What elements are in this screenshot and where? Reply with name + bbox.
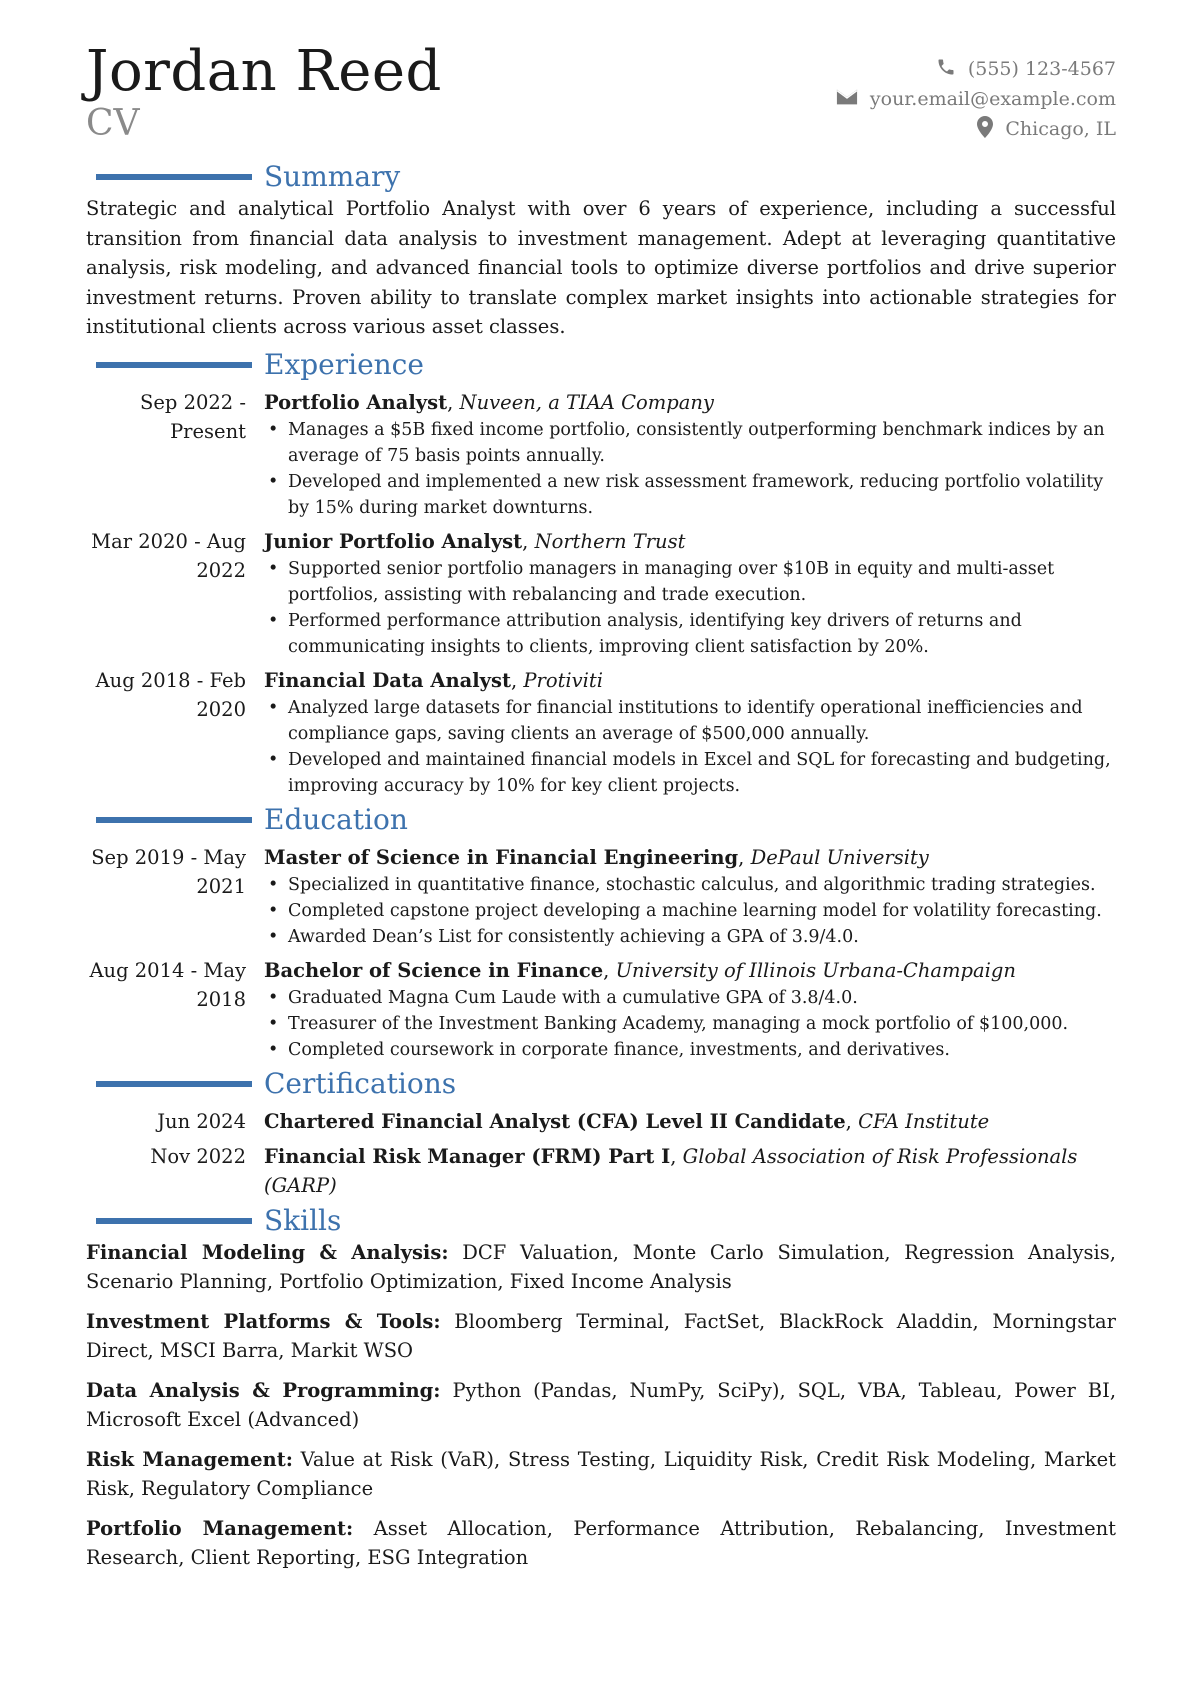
bullet-list bbox=[264, 985, 1116, 1063]
resume-header bbox=[86, 40, 1116, 160]
entry-date: Jun 2024 bbox=[157, 1109, 246, 1133]
entry-organization: CFA Institute bbox=[858, 1109, 990, 1133]
bullet-item: • Supported senior portfolio managers in managing over $10B in equity and multi-asset portfolios, assisting with rebalancing and trade execution. bbox=[264, 556, 1116, 608]
entry-heading: Financial Data Analyst, Protiviti bbox=[264, 668, 603, 692]
bullet-item: • Specialized in quantitative finance, stochastic calculus, and algorithmic trading strategies. bbox=[264, 872, 1116, 898]
section-heading bbox=[86, 1067, 1116, 1101]
section-title: Certifications bbox=[264, 1066, 457, 1100]
skill-category: Data Analysis & Programming: bbox=[86, 1378, 441, 1402]
section-accent-bar bbox=[96, 1218, 252, 1224]
skill-row bbox=[86, 1445, 1116, 1504]
contact-phone bbox=[836, 54, 1116, 84]
email-link[interactable]: your.email@example.com bbox=[869, 88, 1116, 110]
entry-body bbox=[264, 527, 1116, 660]
summary-text: Strategic and analytical Portfolio Analyst with over 6 years of experience, including a successful transition from financial data analysis to investment management. Adept at leveraging quantitative analysis, risk modeling, and advanced financial tools to optimize diverse portfolios and drive superior investment returns. Proven ability to translate complex market insights into actionable strategies for institutional clients across various asset classes. bbox=[86, 197, 1116, 338]
entry-title: Bachelor of Science in Finance bbox=[264, 958, 604, 982]
bullet-list bbox=[264, 417, 1116, 521]
section-title: Experience bbox=[264, 347, 424, 381]
bullet-list bbox=[264, 695, 1116, 799]
entry-title: Portfolio Analyst bbox=[264, 390, 448, 414]
bullet-item: • Completed coursework in corporate finance, investments, and derivatives. bbox=[264, 1037, 1116, 1063]
entry-heading: Portfolio Analyst, Nuveen, a TIAA Company bbox=[264, 390, 714, 414]
education-list bbox=[86, 843, 1116, 1063]
section-title: Summary bbox=[264, 160, 401, 193]
bullet-item: • Developed and maintained financial models in Excel and SQL for forecasting and budgeting, improving accuracy by 10% for key client projects. bbox=[264, 747, 1116, 799]
person-name: Jordan Reed bbox=[86, 39, 442, 104]
envelope-icon bbox=[836, 88, 858, 111]
skill-values: Python (Pandas, NumPy, SciPy), SQL, VBA, Tableau, Power BI, Microsoft Excel (Advanced) bbox=[86, 1378, 1117, 1431]
document-subtitle: CV bbox=[86, 103, 140, 144]
entry-date: Sep 2022 - Present bbox=[140, 390, 246, 443]
skill-category: Portfolio Management: bbox=[86, 1516, 354, 1540]
contact-email bbox=[836, 84, 1116, 114]
entry-organization: Protiviti bbox=[523, 668, 603, 692]
skill-row bbox=[86, 1376, 1116, 1435]
entry-heading: Master of Science in Financial Engineering, DePaul University bbox=[264, 845, 929, 869]
contact-location bbox=[836, 114, 1116, 144]
entry-body bbox=[264, 1142, 1116, 1200]
bullet-item: • Performed performance attribution analysis, identifying key drivers of returns and communicating insights to clients, improving client satisfaction by 20%. bbox=[264, 608, 1116, 660]
entry-row bbox=[86, 1142, 1116, 1200]
skill-values: Asset Allocation, Performance Attribution, Rebalancing, Investment Research, Client Reporting, ESG Integration bbox=[86, 1516, 1116, 1569]
entry-heading: Chartered Financial Analyst (CFA) Level II Candidate, CFA Institute bbox=[264, 1109, 990, 1133]
section-heading bbox=[86, 803, 1116, 837]
entry-organization: Northern Trust bbox=[534, 529, 686, 553]
skill-category: Risk Management: bbox=[86, 1447, 293, 1471]
entry-date: Nov 2022 bbox=[150, 1144, 246, 1168]
experience-list bbox=[86, 388, 1116, 799]
entry-row bbox=[86, 666, 1116, 799]
bullet-item: • Developed and implemented a new risk assessment framework, reducing portfolio volatility by 15% during market downturns. bbox=[264, 469, 1116, 521]
entry-organization: Global Association of Risk Professionals (GARP) bbox=[264, 1144, 1078, 1197]
skill-row bbox=[86, 1307, 1116, 1366]
section-accent-bar bbox=[96, 174, 252, 180]
section-heading bbox=[86, 348, 1116, 382]
entry-body bbox=[264, 1107, 1116, 1136]
entry-title: Master of Science in Financial Engineering bbox=[264, 845, 739, 869]
entry-title: Chartered Financial Analyst (CFA) Level II Candidate bbox=[264, 1109, 846, 1133]
entry-body bbox=[264, 666, 1116, 799]
bullet-item: • Treasurer of the Investment Banking Academy, managing a mock portfolio of $100,000. bbox=[264, 1011, 1116, 1037]
entry-row bbox=[86, 843, 1116, 950]
skill-values: Value at Risk (VaR), Stress Testing, Liquidity Risk, Credit Risk Modeling, Market Risk, Regulatory Compliance bbox=[86, 1447, 1116, 1500]
bullet-item: • Awarded Dean’s List for consistently achieving a GPA of 3.9/4.0. bbox=[264, 924, 1116, 950]
skills-section bbox=[86, 1204, 1116, 1573]
skill-row bbox=[86, 1238, 1116, 1297]
entry-date: Aug 2018 - Feb 2020 bbox=[95, 668, 246, 721]
map-pin-icon bbox=[977, 116, 993, 143]
certifications-list bbox=[86, 1107, 1116, 1200]
summary-section bbox=[86, 160, 1116, 342]
entry-organization: University of Illinois Urbana-Champaign bbox=[615, 958, 1016, 982]
skill-row bbox=[86, 1514, 1116, 1573]
entry-body bbox=[264, 843, 1116, 950]
phone-text: (555) 123-4567 bbox=[967, 58, 1116, 80]
resume-page bbox=[86, 40, 1116, 1583]
entry-date: Sep 2019 - May 2021 bbox=[91, 845, 246, 898]
entry-date: Aug 2014 - May 2018 bbox=[89, 958, 246, 1011]
phone-icon bbox=[936, 57, 956, 82]
section-heading bbox=[86, 160, 1116, 194]
bullet-item: • Completed capstone project developing a machine learning model for volatility forecasting. bbox=[264, 898, 1116, 924]
entry-title: Financial Risk Manager (FRM) Part I bbox=[264, 1144, 671, 1168]
bullet-item: • Manages a $5B fixed income portfolio, consistently outperforming benchmark indices by an average of 75 basis points annually. bbox=[264, 417, 1116, 469]
bullet-item: • Analyzed large datasets for financial institutions to identify operational inefficiencies and compliance gaps, saving clients an average of $500,000 annually. bbox=[264, 695, 1116, 747]
skill-category: Investment Platforms & Tools: bbox=[86, 1309, 441, 1333]
entry-body bbox=[264, 388, 1116, 521]
entry-body bbox=[264, 956, 1116, 1063]
section-accent-bar bbox=[96, 362, 252, 368]
entry-row bbox=[86, 527, 1116, 660]
contact-block bbox=[836, 54, 1116, 144]
section-title: Skills bbox=[264, 1203, 342, 1237]
entry-organization: Nuveen, a TIAA Company bbox=[459, 390, 714, 414]
entry-heading: Financial Risk Manager (FRM) Part I, Global Association of Risk Professionals (GARP) bbox=[264, 1144, 1078, 1197]
entry-row bbox=[86, 1107, 1116, 1136]
skill-values: Bloomberg Terminal, FactSet, BlackRock Aladdin, Morningstar Direct, MSCI Barra, Markit WSO bbox=[86, 1309, 1116, 1362]
entry-row bbox=[86, 956, 1116, 1063]
entry-row bbox=[86, 388, 1116, 521]
entry-title: Junior Portfolio Analyst bbox=[264, 529, 523, 553]
location-text: Chicago, IL bbox=[1005, 118, 1116, 140]
experience-section bbox=[86, 348, 1116, 799]
entry-heading: Junior Portfolio Analyst, Northern Trust bbox=[264, 529, 686, 553]
entry-organization: DePaul University bbox=[750, 845, 929, 869]
certifications-section bbox=[86, 1067, 1116, 1200]
section-heading bbox=[86, 1204, 1116, 1238]
section-accent-bar bbox=[96, 817, 252, 823]
skill-category: Financial Modeling & Analysis: bbox=[86, 1240, 449, 1264]
education-section bbox=[86, 803, 1116, 1063]
skills-list bbox=[86, 1238, 1116, 1573]
bullet-list bbox=[264, 872, 1116, 950]
section-accent-bar bbox=[96, 1081, 252, 1087]
section-title: Education bbox=[264, 802, 408, 836]
entry-date: Mar 2020 - Aug 2022 bbox=[91, 529, 246, 582]
skill-values: DCF Valuation, Monte Carlo Simulation, Regression Analysis, Scenario Planning, Portfolio Optimization, Fixed Income Analysis bbox=[86, 1240, 1116, 1293]
bullet-list bbox=[264, 556, 1116, 660]
bullet-item: • Graduated Magna Cum Laude with a cumulative GPA of 3.8/4.0. bbox=[264, 985, 1116, 1011]
entry-title: Financial Data Analyst bbox=[264, 668, 511, 692]
entry-heading: Bachelor of Science in Finance, University of Illinois Urbana-Champaign bbox=[264, 958, 1016, 982]
